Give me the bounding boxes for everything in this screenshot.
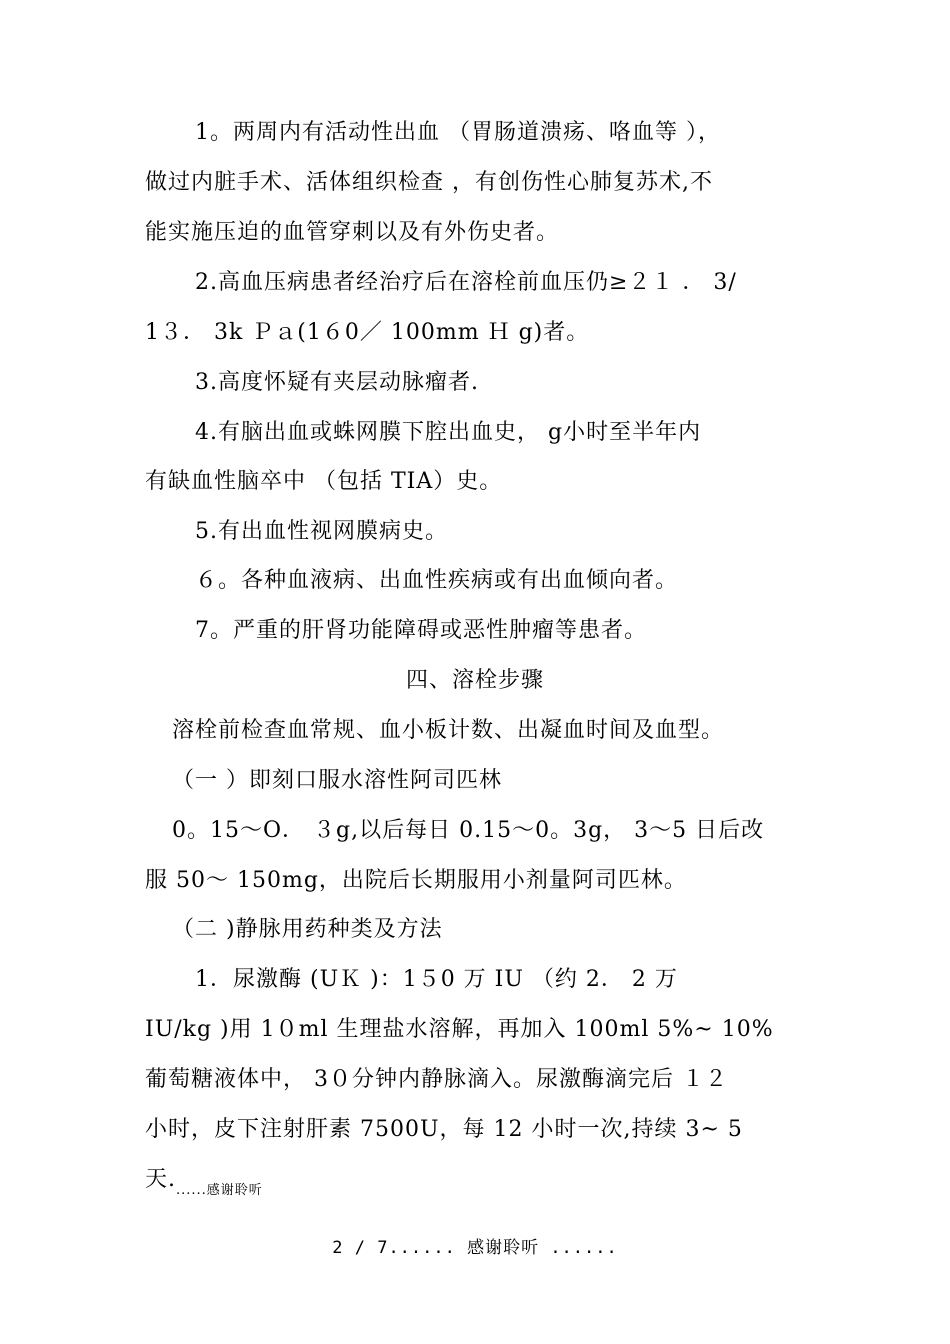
text-line: 1．尿激酶 (UＫ )：1５0 万 IU （约 2． 2 万 (195, 967, 678, 992)
section-heading: 四、溶栓步骤 (405, 668, 544, 693)
subheading: （一 ）即刻口服水溶性阿司匹林 (172, 768, 502, 793)
page-footer: 2 / 7...... 感谢聆听 ...... (332, 1238, 618, 1258)
text-line: ６。各种血液病、出血性疾病或有出血倾向者。 (195, 568, 679, 593)
subheading: （二 )静脉用药种类及方法 (172, 917, 443, 942)
text-line: 1３． 3k Ｐａ(1６0／ 100mm Ｈ g)者。 (145, 320, 590, 345)
text-line: 葡萄糖液体中， 3０分钟内静脉滴入。尿激酶滴完后 １２ (145, 1067, 728, 1092)
text-line: 7。严重的肝肾功能障碍或恶性肿瘤等患者。 (195, 618, 647, 643)
text-line: 3.高度怀疑有夹层动脉瘤者. (195, 370, 479, 395)
text-line: 做过内脏手术、活体组织检查 ，有创伤性心肺复苏术,不 (145, 170, 713, 195)
text-line: 有缺血性脑卒中 （包括 TIA）史。 (145, 469, 503, 494)
text-line: IU/kg )用 1０ml 生理盐水溶解，再加入 100ml 5%~ 10% (145, 1017, 774, 1042)
text-line: 小时，皮下注射肝素 7500U，每 12 小时一次,持续 3~ 5 (145, 1117, 743, 1142)
text-line: 能实施压迫的血管穿刺以及有外伤史者。 (145, 220, 560, 245)
text-line: 0。15～O． ３g,以后每日 0.15～0。3g， 3～5 日后改 (172, 818, 765, 843)
text-line: 溶栓前检查血常规、血小板计数、出凝血时间及血型。 (172, 718, 725, 743)
text-line: 服 50～ 150mg，出院后长期服用小剂量阿司匹林。 (145, 868, 687, 893)
text-line: 天. (145, 1167, 176, 1192)
text-line: 5.有出血性视网膜病史。 (195, 519, 448, 544)
inline-note: ......感谢聆听 (176, 1183, 263, 1198)
text-line: 4.有脑出血或蛛网膜下腔出血史， g小时至半年内 (195, 420, 702, 445)
text-line: 1。两周内有活动性出血 （胃肠道溃疡、咯血等 ）， (195, 120, 721, 145)
text-line: 2.高血压病患者经治疗后在溶栓前血压仍≥２１ ． 3/ (195, 270, 737, 295)
